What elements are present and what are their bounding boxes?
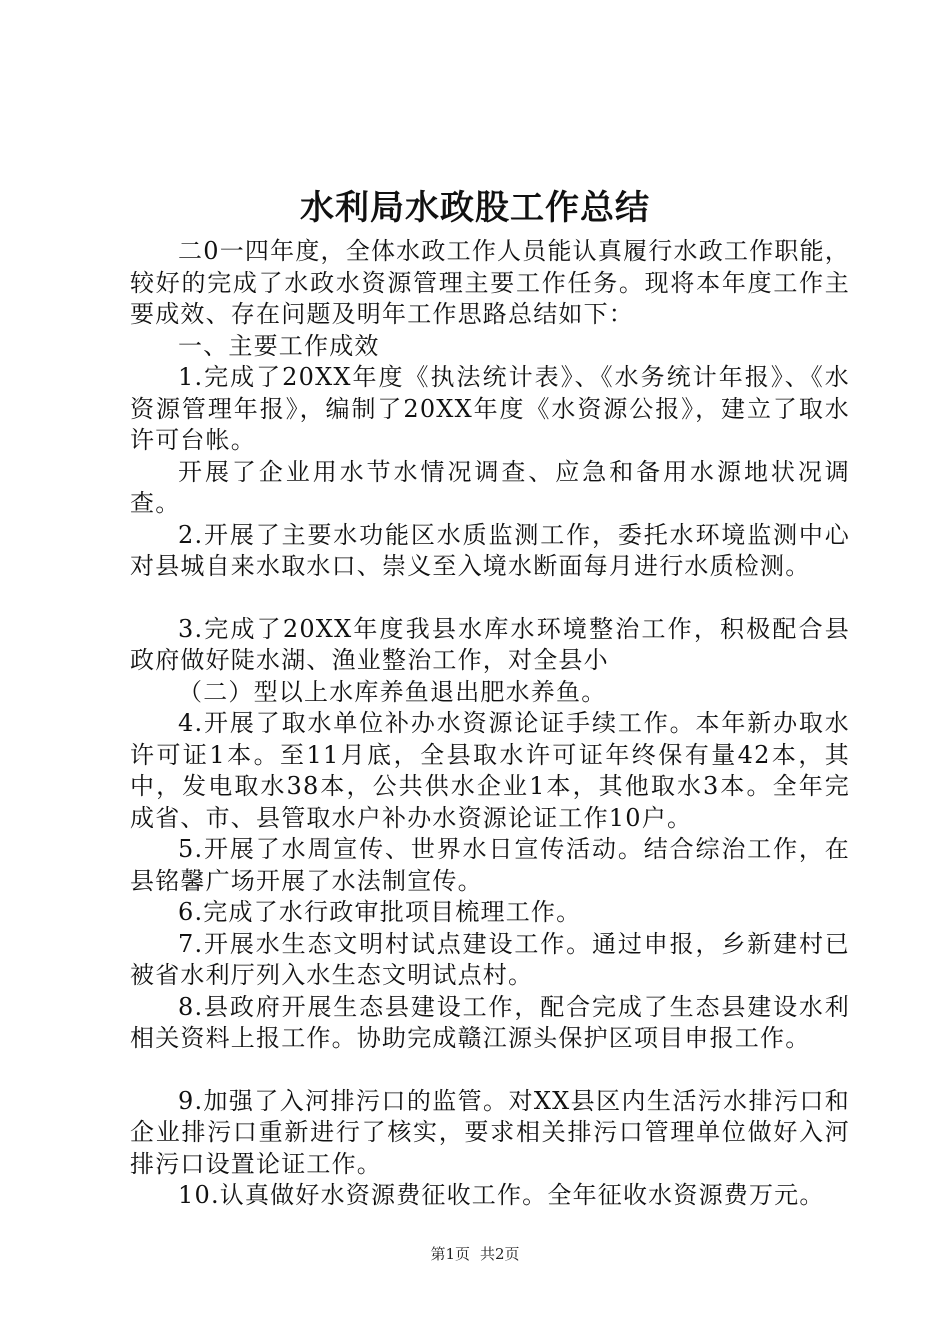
- section-heading: 一、主要工作成效: [178, 331, 380, 360]
- paragraph: 6.完成了水行政审批项目梳理工作。: [178, 898, 582, 926]
- paragraph: 10.认真做好水资源费征收工作。全年征收水资源费万元。: [178, 1181, 825, 1209]
- page-total: 共2页: [480, 1245, 520, 1263]
- paragraph: 二0一四年度，全体水政工作人员能认真履行水政工作职能，较好的完成了水政水资源管理主要工作任务。现将本年度工作主要成效、存在问题及明年工作思路总结如下：: [130, 237, 850, 328]
- paragraph: 9.加强了入河排污口的监管。对XX县区内生活污水排污口和企业排污口重新进行了核实，要求相关排污口管理单位做好入河排污口设置论证工作。: [130, 1086, 850, 1178]
- paragraph: 开展了企业用水节水情况调查、应急和备用水源地状况调查。: [130, 457, 850, 517]
- paragraph: 3.完成了20XX年度我县水库水环境整治工作，积极配合县政府做好陡水湖、渔业整治工作，对全县小: [130, 614, 850, 674]
- paragraph: 8.县政府开展生态县建设工作，配合完成了生态县建设水利相关资料上报工作。协助完成赣江源头保护区项目申报工作。: [130, 992, 850, 1052]
- paragraph: 4.开展了取水单位补办水资源论证手续工作。本年新办取水许可证1本。至11月底，全县取水许可证年终保有量42本，其中，发电取水38本，公共供水企业1本，其他取水3本。全年完成省、市、县管取水户补办水资源论证工作10户。: [130, 709, 850, 832]
- paragraph: 2.开展了主要水功能区水质监测工作，委托水环境监测中心对县城自来水取水口、崇义至入境水断面每月进行水质检测。: [130, 520, 850, 580]
- page-footer: [0, 1244, 950, 1264]
- paragraph: 5.开展了水周宣传、世界水日宣传活动。结合综治工作，在县铭馨广场开展了水法制宣传。: [130, 835, 850, 895]
- document-body: [130, 236, 850, 1212]
- paragraph: 1.完成了20XX年度《执法统计表》、《水务统计年报》、《水资源管理年报》，编制了20XX年度《水资源公报》，建立了取水许可台帐。: [130, 363, 850, 454]
- document-title: 水利局水政股工作总结: [300, 188, 650, 228]
- paragraph: 7.开展水生态文明村试点建设工作。通过申报，乡新建村已被省水利厅列入水生态文明试点村。: [130, 929, 850, 989]
- page-number: 第1页: [430, 1245, 470, 1263]
- paragraph: （二）型以上水库养鱼退出肥水养鱼。: [178, 677, 607, 706]
